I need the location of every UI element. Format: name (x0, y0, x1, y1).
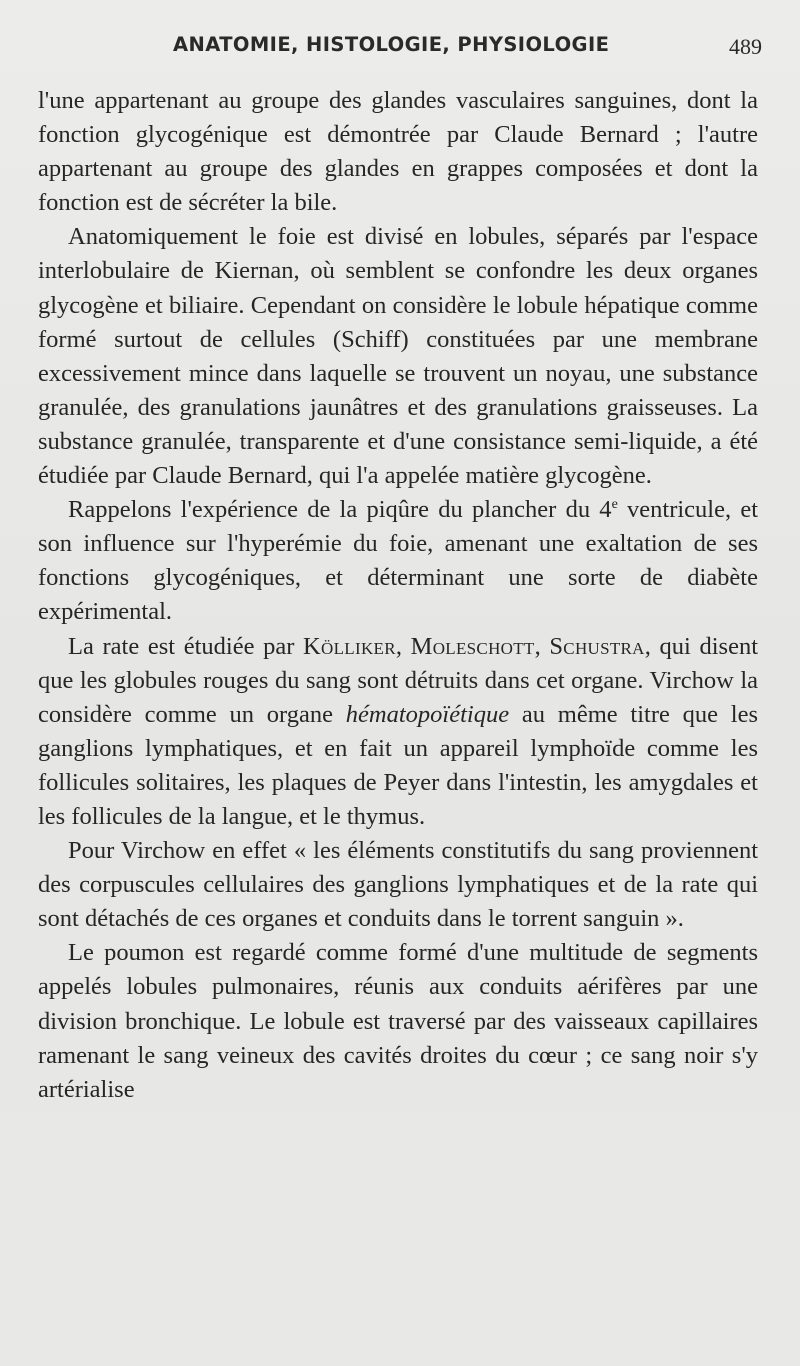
page-number: 489 (729, 34, 762, 59)
paragraph-liver-anatomy: Anatomiquement le foie est divisé en lobules, séparés par l'espace interlobulaire de Kiernan, où semblent se confondre les deux organes glycogène et biliaire. Cependant on considère le lobule hépatique comme formé surtout de cellules (Schiff) constituées par une membrane excessivement mince dans laquelle se trouvent un noyau, une substance granulée, des granulations jaunâtres et des granulations graisseuses. La substance granulée, transparente et d'une consistance semi-liquide, a été étudiée par Claude Bernard, qui l'a appelée matière glycogène. (38, 223, 758, 490)
text-run: ventricule, et son influence sur l'hyperémie du foie, amenant une exaltation de ses fonctions glycogéniques, et déterminant une sorte de diabète expérimental. (38, 496, 758, 626)
body-text (38, 84, 758, 1107)
text-run: La rate est étudiée par (68, 632, 304, 660)
paragraph-liver-glands: l'une appartenant au groupe des glandes vasculaires sanguines, dont la fonction glycogénique est démontrée par Claude Bernard ; l'autre appartenant au groupe des glandes en grappes composées et dont la fonction est de sécréter la bile. (38, 87, 758, 217)
running-title: ANATOMIE, HISTOLOGIE, PHYSIOLOGIE (173, 33, 610, 56)
italic-term: hématopoïétique (345, 700, 510, 728)
paragraph-spleen (38, 630, 758, 835)
paragraph-piqure-experiment (38, 493, 758, 629)
superscript: e (611, 497, 618, 513)
running-head (0, 33, 800, 67)
author-name: Moleschott (410, 632, 535, 660)
text-run: , (395, 632, 411, 660)
text-run: , (534, 632, 550, 660)
text-run: au même titre que les ganglions lymphatiques, et en fait un appareil lymphoïde comme les follicules solitaires, les plaques de Peyer dans l'intestin, les amygdales et les follicules de la langue, et le thymus. (38, 700, 758, 830)
paragraph-virchow-quote: Pour Virchow en effet « les éléments constitutifs du sang proviennent des corpuscules cellulaires des ganglions lymphatiques et de la rate qui sont détachés de ces organes et conduits dans le torrent sanguin ». (38, 837, 758, 933)
author-name: Schustra (549, 632, 645, 660)
text-run: , qui disent que les globules rouges du sang sont détruits dans cet organe. Virchow la considère comme un organe (38, 632, 759, 728)
paragraph-lung: Le poumon est regardé comme formé d'une multitude de segments appelés lobules pulmonaires, réunis aux conduits aérifères par une division bronchique. Le lobule est traversé par des vaisseaux capillaires ramenant le sang veineux des cavités droites du cœur ; ce sang noir s'y artérialise (38, 939, 758, 1103)
text-run: Rappelons l'expérience de la piqûre du plancher du 4 (68, 496, 612, 524)
author-name: Kölliker (303, 632, 396, 660)
